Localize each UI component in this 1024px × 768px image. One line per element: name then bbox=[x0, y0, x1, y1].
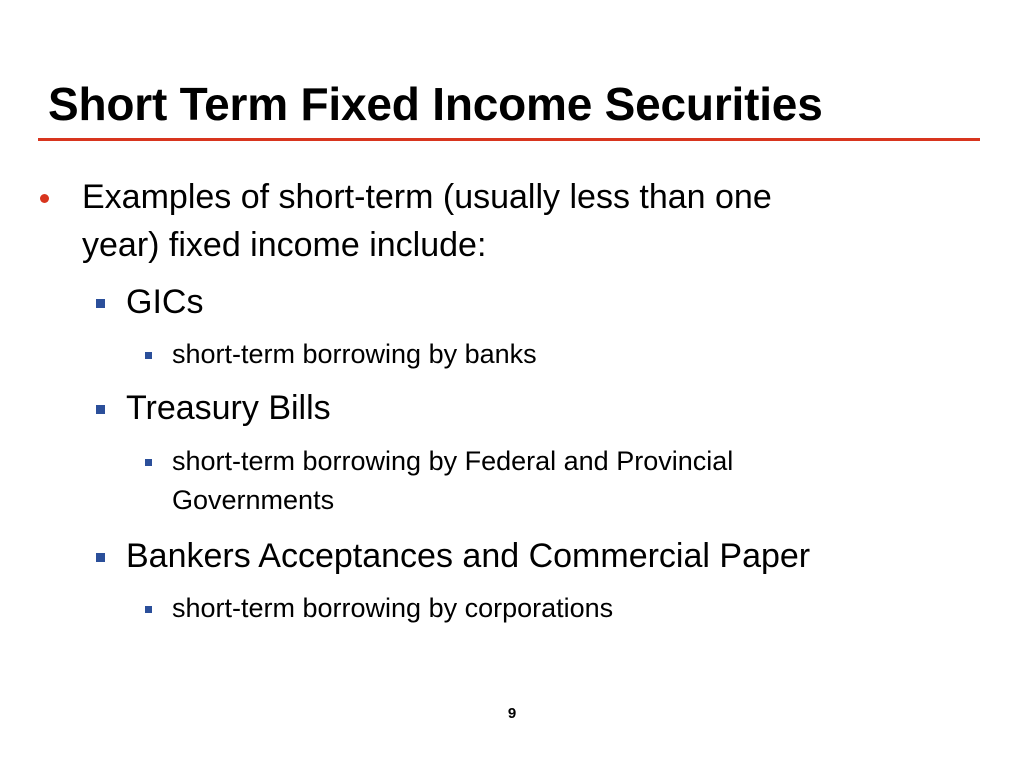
square-bullet-icon bbox=[96, 405, 105, 414]
bullet-gics: GICs bbox=[126, 283, 204, 321]
bullet-tbills-sub-line2: Governments bbox=[172, 485, 335, 515]
bullet-intro-line2: year) fixed income include: bbox=[82, 226, 487, 264]
square-bullet-icon bbox=[96, 553, 105, 562]
bullet-intro-line1: Examples of short-term (usually less than one bbox=[82, 178, 772, 216]
page-number: 9 bbox=[507, 705, 517, 722]
bullet-tbills: Treasury Bills bbox=[126, 389, 331, 427]
square-bullet-icon bbox=[145, 459, 152, 466]
square-bullet-icon bbox=[96, 299, 105, 308]
square-bullet-icon bbox=[145, 352, 152, 359]
bullet-tbills-sub-line1: short-term borrowing by Federal and Provincial bbox=[172, 446, 734, 476]
bullet-gics-sub: short-term borrowing by banks bbox=[172, 339, 537, 369]
square-bullet-icon bbox=[145, 606, 152, 613]
bullet-ba-cp: Bankers Acceptances and Commercial Paper bbox=[126, 537, 811, 575]
slide-title: Short Term Fixed Income Securities bbox=[48, 78, 823, 130]
bullet-ba-cp-sub: short-term borrowing by corporations bbox=[172, 593, 614, 623]
bullet-dot-icon bbox=[40, 194, 49, 203]
